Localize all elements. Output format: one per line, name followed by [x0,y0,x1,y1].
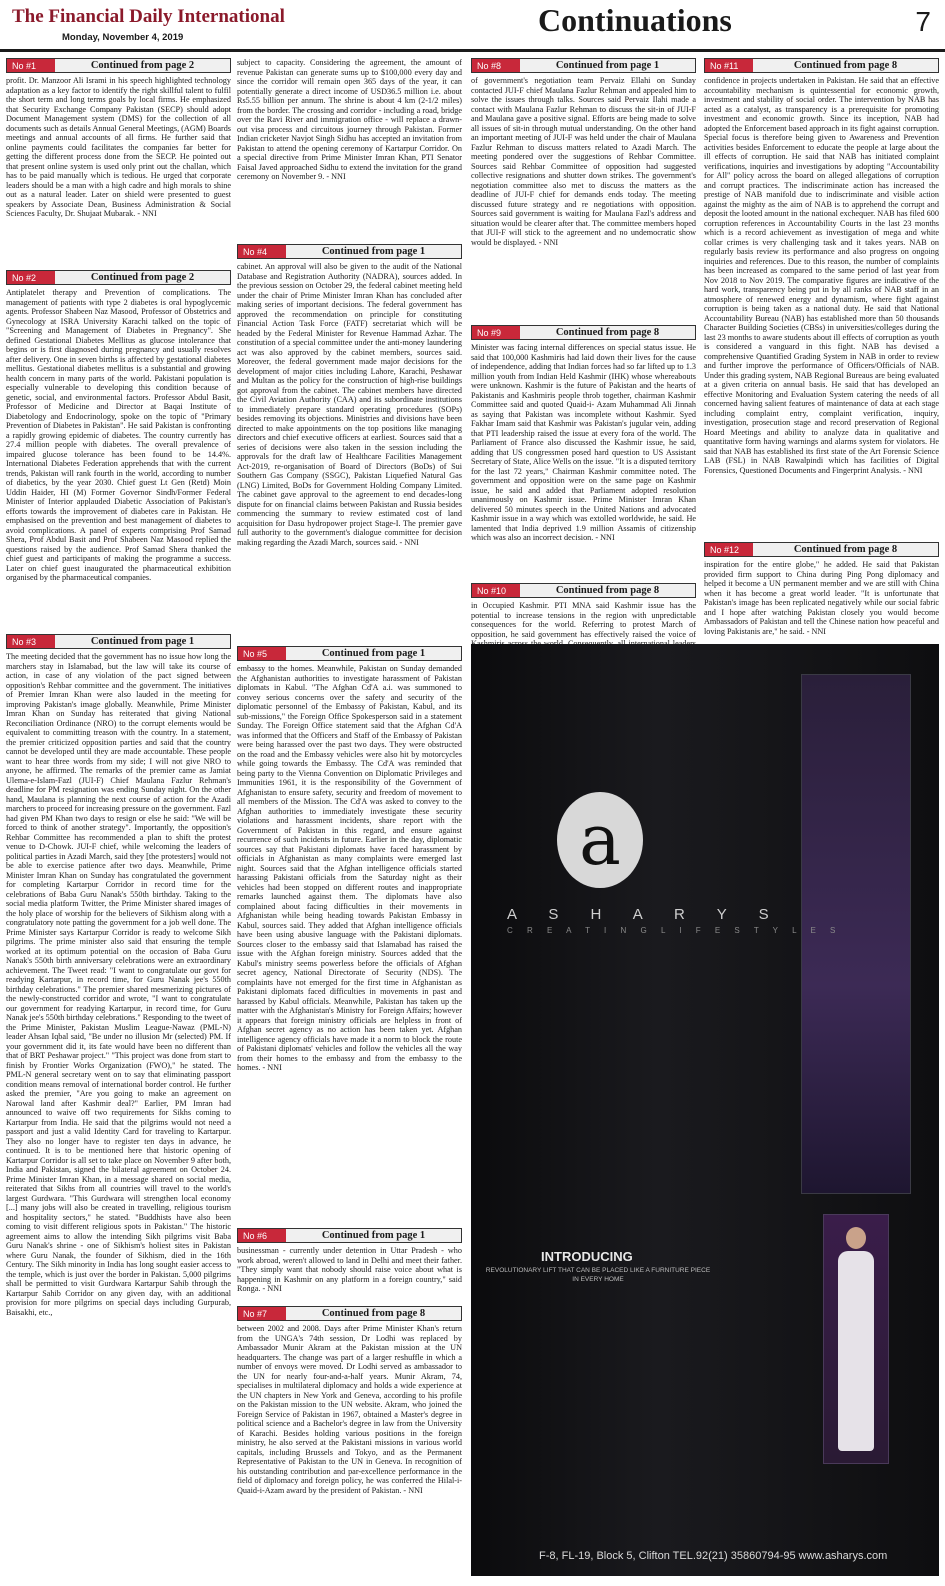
asharys-advertisement [471,644,939,1576]
story-header-2 [6,270,231,285]
story-header-7 [237,1306,462,1321]
story-title: Continued from page 1 [321,1230,426,1241]
column-2 [237,58,462,1580]
story-body-5: embassy to the homes. Meanwhile, Pakistan on Sunday demanded the Afghanistan authorities to investigate harassment of Pakistan diplomats in Kabul. "The Afghan Cd'A a.i. was summoned to convey serious concerns over the safety and security of the diplomatic personnel of the Embassy of Pakistan, Kabul, and its sub-missions," the Foreign Office Spokesperson said in a statement Sunday. The Foreign Office statement said that the Afghan Cd'A was informed that the Officers and Staff of the Embassy of Pakistan were being harassed over the past two days. They were obstructed on the road and the Embassy vehicles were also hit by motorcycles while going towards the Embassy. The Cd'A was reminded that being party to the Vienna Convention on Diplomatic Privileges and Immunities 1961, it is the responsibility of the Government of Afghanistan to ensure safety, security and freedom of movement to all members of the Mission. The Cd'A was asked to convey to the Afghan authorities to immediately investigate these security violations and harassment incidents, share report with the Government of Pakistan in this regard, and ensure against recurrence of such incidents in future. Earlier in the day, diplomatic sources say that Pakistani diplomats have faced harassment by officials in Afghanistan as many complaints were emerged last night. Sources said that the Afghan intelligence officials started harassing Pakistani officials from the Saturday night as their vehicles had been stopped on different routes and inappropriate remarks launched against them. The diplomats have also complained about facing difficulties in their movements in Afghanistan while being heading towards Pakistan Embassy in Kabul, sources said. They added that Afghan intelligence officials have been using abusive language with the Pakistani diplomats. Sources closer to the embassy said that Islamabad has raised the issue with the Afghan foreign ministry. Sources added that the Kabul's ministry seems powerless before the officials of Afghan secret agency, National Directorate of Security (NDS). The complaints have not emerged for the first time in Afghanistan as Pakistani diplomats faced difficulties in movements in past and harassed by Kabul officials. Meanwhile, Pakistan has taken up the matter with the Afghanistan's Ministry for Foreign Affairs; however it appears that foreign ministry officials are helpless in front of Afghan secret agency as no action has been taken yet. Afghan intelligence agency officials have made it a norm to block the route of Pakistani diplomats' vehicles and follow the vehicles all the way from their homes to the embassy and from the embassy to the homes. - NNI [237,664,462,1072]
story-number: No #2 [7,271,55,284]
story-title: Continued from page 8 [555,327,660,338]
story-body-12: inspiration for the entire globe," he added. He said that Pakistan provided firm support to China during Ping Pong diplomacy and helped it become a UN permanent member and we are still with China when it has become a great world leader. "It is unfortunate that Pakistan's image has been replicated negatively while our social fabric and I hope after watching Pakistan closely you would become Ambassadors of Pakistan and tell the Chinese nation how peaceful and loving Pakistanis are," he said. - NNI [704,560,939,636]
story-title: Continued from page 8 [793,60,898,71]
publication-name: The Financial Daily International [12,6,285,27]
story-number: No #3 [7,635,55,648]
story-title: Continued from page 1 [90,636,195,647]
ad-heading: INTRODUCING [541,1249,633,1264]
story-title: Continued from page 1 [321,648,426,659]
masthead [0,0,945,52]
column-1 [6,58,231,1580]
story-body-10: in Occupied Kashmir. PTI MNA said Kashmir issue has the potential to increase tensions in the region with unpredictable consequences for the world. Referring to protest March of opposition, he said government has effectively raised the voice of [471,601,696,639]
story-body-3: The meeting decided that the government has no issue how long the marchers stay in Islamabad, but the law will take its course of action, in case of any violation of the pact signed between opposition's Rehbar committee and the government. The initiatives of Premier Imran Khan were also lauded in the meeting for improving Pakistan's image globally. Meanwhile, Prime Minister Imran Khan on Sunday has reiterated that giving National Reconciliation Ordinance (NRO) to the corrupt elements would be equivalent to committing treason with the country. In a statement, the premier criticized opposition parties and said that the country cannot be developed until they are made accountable. These people want to hear three words from my side; I will not give NRO to anyone, he affirmed. The remarks of the premier came as Jamiat Ulema-e-Islam-Fazl (JUI-F) Chief Maulana Fazlur Rehman's deadline for PM resignation was ending Sunday night. On the other hand, Maulana is planning the next course of action for the Azadi marchers to proceed for increasing pressure on the government. Fazl had given PM Khan two days to resign or else he said: "We will be forced to think of another strategy". Importantly, the opposition's Rehbar Committee has recommended a plan to shift the protest venue to D-Chowk. JUI-F chief, while welcoming the leaders of political parties in Azadi March, said they [the protesters] would not be able to exercise patience after two days. Meanwhile, Prime Minister Imran Khan on Sunday has congratulated the government for completing Kartarpur Corridor in record time for the celebrations of Baba Guru Nanak's 550th birthday. Taking to the social media platform Twitter, the Prime Minister shared images of the holy place of worship for the believers of Sikhism along with a congratulatory note patting the government for a job well done. The Prime Minister says Kartarpur Corridor is ready to welcome Sikh pilgrims. The prime minister also said that ensuring the temple worked at its optimum potential on the occasion of Baba Guru Nanak's 550th birth anniversary celebrations were an extraordinary achievement. The Tweet read: "I want to congratulate our govt for readying Kartarpur, in record time, for Guru Nanak jee's 550th birthday celebrations." The premier shared mesmerizing pictures of the newly-constructed corridor and wrote, "I want to congratulate our government for readying Kartarpur, in record time, for Guru Nanak jee's 550th birthday celebrations." Responding to the tweet of the Prime Minister, Pakistan Muslim League-Nawaz (PML-N) leader Ahsan Iqbal said, "Be under no illusion Mr (selected) PM. If your government did it, its fate would have been no different than that of BRT Peshawar project." "This project was done from start to finish by Frontier Works Organization (FWO)," he stated. The PML-N general secretary went on to say that eliminating passport condition means removal of international border control. He further asked the premier, "Are you going to make an agreement on Narowal land after Kashmir deal?" Earlier, PM Imran had announced to waive off two requirements for Sikhs coming to Kartarpur from India. He said that the pilgrims would not need a passport and just a valid Identity Card for traveling to Kartarpur. They also no longer have to register ten days in advance, he continued. It is to be mentioned here that historic opening of Kartarpur Corridor is all set to take place on November 9 after both, India and Pakistan, signed the bilateral agreement on October 24. Prime Minister Imran Khan, in a message shared on social media, reiterated that Sikhs from all countries will travel to the world's largest Gurdwara. "This Gurdwara will strengthen local economy [...] many jobs will also be created in travelling, religious tourism and hospitality sectors," he stated. "Buddhists have also been coming to visit different religious spots in Pakistan." The historic agreement aims to allow the intending Sikh pilgrims visit Baba Guru Nanak's shrine - one of Sikhism's holiest sites in Pakistan where Guru Nanak, the founder of Sikhism, died in the 16th Century. The Sikh minority in India has long sought easier access to the temple, which is just over the border in Pakistan. 5,000 pilgrims shall be permitted to visit Gurdwara Kartarpur Sahib through the Kartarpur Sahib Corridor on any given day, with an additional provision for more pilgrims on special days including Gurpurab, Baisakhi, etc., [6,652,231,1317]
story-header-4 [237,244,462,259]
story-header-12 [704,542,939,557]
story-header-3 [6,634,231,649]
column-4 [704,58,939,640]
story-header-10 [471,583,696,598]
story-body-9: Minister was facing internal differences on special status issue. He said that 100,000 Kashmiris had laid down their lives for the cause of independence, adding that Indian forces had so far lifted up to 1.3 million youth from Indian Held Kashmir (IHK) whose whereabouts were unknown. Kashmir is the future of Pakistan and the hearts of Pakistanis and Kashmiris people throb together, chairman Kashmir Committee said and quoted Quaid-i- Azam Muhammad Ali Jinnah as saying that Pakistan was incomplete without Kashmir. Syed Fakhar Imam said that Kashmir was Pakistan's jugular vein, adding that PTI leadership raised the issue at every fora of the world. The Parliament of France also discussed the Kashmir issue, he said, adding that US congressmen posed hard question to US Assistant Secretary of State, Alice Wells on the issue. "It is a disputed territory for the last 72 years," Chairman Kashmir committee noted. The government and opposition were on the same page on Kashmir issue, he said and added that Parliament adopted resolution unanimously on Kashmir issue. Prime Minister Imran Khan delivered 50 minutes speech in the United Nations and advocated Kashmir issue in a way which was extolled worldwide, he said. He lamented that India deprived 1.9 million Assamis of citizenship which was also an incorrect decision. - NNI [471,343,696,542]
story-header-8 [471,58,696,73]
story-title: Continued from page 2 [90,272,195,283]
issue-date: Monday, November 4, 2019 [62,32,184,43]
story-title: Continued from page 8 [555,585,660,596]
model-in-lift-image [823,1214,889,1464]
story-body-1: profit. Dr. Manzoor Ali Isrami in his speech highlighted technology adaptation as a key factor to identify the right skillful talent to fulfil the short term and long terms goals by local firms. He emphasized that Security Exchange Company Pakistan (SECP) should adopt Document Management system (DMS) for the collection of all documents such as details Annual General Meetings, (AGM) Boards meetings and annual accounts of all firms. He further said that online payments could facilitates the companies far better for getting the different process done from the SECP. He pointed out that present online system is used only print out the challan, which has to be paid manually which is tedious. He urged that corporate leaders should be a man with a high cadre and high morals to shine out as a natural leader. Later on shield were presented to guest speakers by Associate Dean, Business Administration & Social Sciences Faculty, Dr. Shujaat Mubarak. - NNI [6,76,231,218]
story-body-4: cabinet. An approval will also be given to the audit of the National Database and Registration Authority (NADRA), sources added. In the previous session on October 29, the federal cabinet meeting held under the chair of Prime Minister Imran Khan has concluded after making series of important decisions. The federal government has approved the recommendation on principle for constituting Financial Action Task Force (FATF) secretariat which will be headed by the Federal Minister for Revenue Hammad Azhar. The constitution of a special committee under the anti-money laundering act was also approved by the cabinet members, sources said. Moreover, the federal government made major decisions for the development of major cities including Lahore, Karachi, Peshawar and Multan as the policy for the construction of high-rise buildings got approval from the cabinet. The cabinet members have directed the Civil Aviation Authority (CAA) and its subordinate institutions to immediately prepare standard operating procedures (SOPs) besides removing its objections. Ministries and divisions have been directed to make appointments on the top positions like managing directors and chief executive officers at earliest. Sources said that a series of decisions were also taken in the session including the approvals for the draft law of Healthcare Facilities Management Act-2019, re-organisation of Board of Directors (BoDs) of Sui Southern Gas Company (SSGC), Pakistan Liquefied Natural Gas (LNG) Limited, BoDs for Government Holding Company Limited. The cabinet gave approval to the agreement to end decades-long dispute for on financial claims between Pakistan and Russia besides commencing the summary to review estimated cost of land acquisition for Dasu hydropower project Stage-I. The premier gave full authority to the government's dialogue committee for decision making regarding the Azadi March, sources said. - NNI [237,262,462,547]
ad-subheading: REVOLUTIONARY LIFT THAT CAN BE PLACED LIKE A FURNITURE PIECE IN EVERY HOME [485,1267,711,1283]
asharys-logo: a [557,792,643,888]
story-number: No #1 [7,59,55,72]
story-number: No #5 [238,647,286,660]
story-number: No #10 [472,584,520,597]
story-number: No #7 [238,1307,286,1320]
story-body-8: of government's negotiation team Pervaiz Ellahi on Sunday contacted JUI-F chief Maulana Fazlur Rehman and appealed him to solve the issues through talks. Sources said Pervaiz Ilahi made a contact with Maulana Fazlur Rehman to discuss the sit-in of JUI-F and Maulana gave a positive signal. Efforts are being made to solve all issues of sit-in through mutual understanding. On the other hand an important meeting of JUI-F was held under the chair of Maulana Fazlur Rehman to discuss matters related to Azadi March. The meeting pondered over the suggestions of Rehbar Committee. Sources said Rehbar Committee of opposition had suggested collective resignations and shutter down strikes. The government's negotiation committee also met to discuss the matters as the deadline of JUI-F chief for demands ends today. The meeting discussed future strategy and re negotiations with opposition. Sources said government is waiting for Maulana Fazl's address and situation would be clearer after that. The committee members hoped that JUI-F will stick to the agreement and no undemocratic show would be displayed. - NNI [471,76,696,247]
ad-address: F-8, FL-19, Block 5, Clifton TEL.92(21) 35860794-95 www.asharys.com [539,1550,888,1562]
story-number: No #12 [705,543,753,556]
story-title: Continued from page 8 [793,544,898,555]
story-header-9 [471,325,696,340]
story-title: Continued from page 2 [90,60,195,71]
story-body-6: businessman - currently under detention in Uttar Pradesh - who work abroad, weren't allowed to land in Delhi and meet their father. "They simply want that nobody should raise voice about what is happening in Kashmir on any platform in a foreign country," said Ronga. - NNI [237,1246,462,1293]
ad-brand: A S H A R Y S [507,906,783,923]
story-number: No #8 [472,59,520,72]
story-number: No #4 [238,245,286,258]
story-title: Continued from page 1 [321,246,426,257]
story-number: No #9 [472,326,520,339]
story-body-7: between 2002 and 2008. Days after Prime Minister Khan's return from the UNGA's 74th session, Dr Lodhi was replaced by Ambassador Munir Akram at the Pakistan mission at the UN headquarters. The change was part of a larger reshuffle in which a number of envoys were moved. Dr Lodhi served as ambassador to the UN for nearly four-and-a-half years. Munir Akram, 74, specialises in multilateral diplomacy and holds a wide experience at the UN chapters in New York and Geneva, according to his profile on the Pakistan mission to the UN website. Akram, who joined the Foreign Service of Pakistan in 1967, obtained a Master's degree in political science and a Bachelor's degree in law from the University of Karachi. Besides holding various positions in the foreign ministry, he also served at the Pakistani missions in various world capitals, including Brussels and Tokyo, and as the Permanent Representative of Pakistan to the UN in Geneva. In recognition of his outstanding contribution and par-excellence performance in the field of diplomacy and foreign policy, he was conferred the Hilal-i-Quaid-i-Azam award by the president of Pakistan. - NNI [237,1324,462,1495]
section-title: Continuations [538,2,732,38]
story-number: No #11 [705,59,753,72]
ad-tagline: C R E A T I N G L I F E S T Y L E S [507,926,842,935]
story-number: No #6 [238,1229,286,1242]
page-number: 7 [915,6,931,37]
story-body-11: confidence in projects undertaken in Pakistan. He said that an effective accountability mechanism is quintessential for economic growth, investment and stability of social order. The intervention by NAB has acted as a catalyst, as transparency is a prerequisite for promoting investment and economic growth. Since its inception, NAB had adopted the Enforcement based approach in its fight against corruption. Special focus is therefore being given to Awareness and Prevention activities besides Enforcement to educate the people at large about the ill effects of corruption. He said that NAB has initiated complaint verifications, inquiries and investigations by adopting "Accountability for All" policy across the board on alleged allegations of corruption and corrupt practices. The indiscriminate action has increased the prestige of NAB manifold due to indiscriminate and visible action against the mighty as the aim of NAB is to apprehend the corrupt and deposit the looted amount in the national exchequer. NAB has filed 600 corruption references in Accountability Courts in the last 23 months which is a record achievement as investigation of mega and white collar crimes is very challenging task and it takes years. NAB on regularly basis review its performance and also progress on ongoing inquiries and references. Due to this reason, the number of complaints has been increased as compared to the same period of last year from Nov 2018 to Nov 2019. The comparative figures are indicative of the hard work, transparency being put in by all ranks of NAB staff in an atmosphere of renewed energy and dynamism, where fight against corruption is being taken as a national duty. He said that National Accountability Bureau (NAB) has established more than 50 thousands Character Building Societies (CBSs) in universities/colleges during the last 23 months to aware students about ill effects of corruption as youth is considered a vanguard in this fight. NAB has devised a comprehensive Quantified Grading System in NAB in order to review and further improve the performance of Officers/Officials of NAB. Under this grading system, NAB Regional Bureaus are being evaluated at a given criteria on annual basis. He said that has developed an effective Monitoring and Evaluation System catering the needs of all concerned having salient features of maintenance of data at each stage including complaint entry, complaint verification, inquiry, investigation, prosecution stage and record preservation of Regional Hoard Meetings and ability to analyze data in qualitative and quantitative form having warnings and alarms system for violators. He said that NAB has established its first state of the Art Forensic Science LAB (FSL) in NAB Rawalpindi which has facilities of Digital Forensics, Questioned Documents and Fingerprint Analysis. - NNI [704,76,939,475]
story-body-3-cont: subject to capacity. Considering the agreement, the amount of revenue Pakistan can generate sums up to $100,000 every day and since the corridor will remain open 365 days of the year, it can potentially generate a direct income of USD36.5 million i.e. about Rs5.55 billion per annum. The shrine is about 4 km (2-1/2 miles) from the border. The crossing and corridor - including a road, bridge over the Ravi River and immigration office - will replace a drawn-out visa process and circuitous journey through Pakistan. Former Indian cricketer Navjot Singh Sidhu has accepted an invitation from Pakistan to attend the opening ceremony of Kartarpur Corridor. On a special directive from Prime Minister Imran Khan, PTI Senator Faisal Javed approached Sidhu to extend the invitation for the grand ceremony on November 9. - NNI [237,58,462,181]
story-header-5 [237,646,462,661]
story-title: Continued from page 8 [321,1308,426,1319]
story-header-1 [6,58,231,73]
story-header-11 [704,58,939,73]
column-3 [471,58,696,640]
story-title: Continued from page 1 [555,60,660,71]
story-body-2: Antiplatelet therapy and Prevention of complications. The management of patients with type 2 diabetes is oral hypoglycemic agents. Professor Shabeen Naz Masood, Professor of Obstetrics and Gynecology at ISRA University Karachi talked on the topic of "Screening and Management of Diabetes in Pregnancy". She defined Gestational Diabetes Mellitus as glucose intolerance that begins or is first diagnosed during pregnancy and usually resolves after delivery. One in seven births is affected by gestational diabetes mellitus. Gestational diabetes mellitus is a substantial and growing health concern in many parts of the world. Pakistani population is especially vulnerable to developing this condition because of genetic, social, and environmental factors. Professor Abdul Basit, Professor of Medicine and Director at Baqai Institute of Diabetology and Endocrinology, spoke on the topic of "Primary Prevention of Diabetes in Pakistan". He said Pakistan is confronting a rapidly growing epidemic of diabetes. The country currently has 27.4 million people with diabetes. The overall prevalence of impaired glucose tolerance has been found to be 14.4%. International Diabetes Federation apprehends that with the current trends, Pakistan will rank fourth in the world, according to number of diabetics, by the year 2030. Chief guest Lt Gen (Retd) Moin Uddin Haider, HI (M) Former Governor Sindh/Former Federal Minister of Interior applauded Diabetic Association of Pakistan's efforts towards the improvement of diabetes care in Pakistan. He emphasised on the prevention and best management of diabetes to avoid complications. A panel of experts comprising Prof Samad Shera, Prof Abdul Basit and Prof Shabeen Naz Masood replied the questions raised by the audience. Prof Samad Shera thanked the chief guest and participants of making the programme a success. Later on chief guest inaugurated the pharmaceutical exhibition organised by the pharmaceutical companies. [6,288,231,582]
story-header-6 [237,1228,462,1243]
